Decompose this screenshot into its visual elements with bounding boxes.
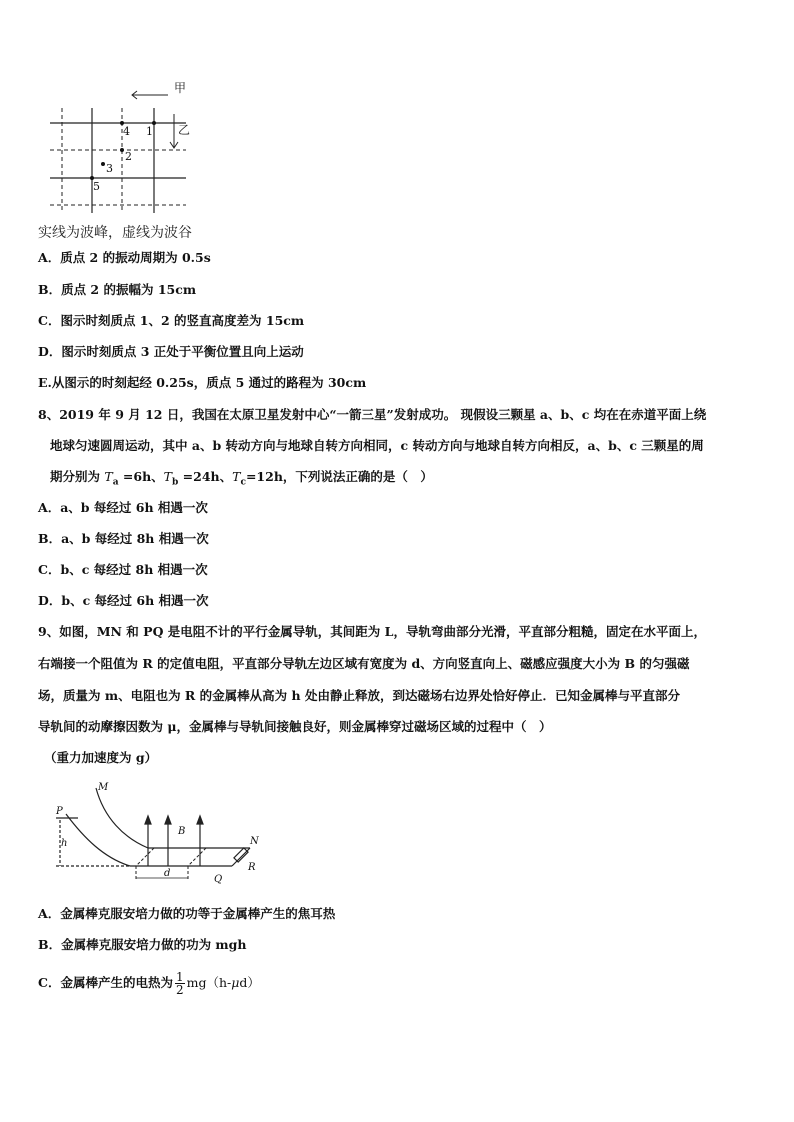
q9-option-a: A．金属棒克服安培力做的功等于金属棒产生的焦耳热: [38, 906, 336, 921]
label-d: d: [164, 868, 171, 879]
q8-stem-line3: 期分别为 $T_a =6h$、$T_b =24h$、$T_c=12h$，下列说法正确的是（ ）: [50, 469, 433, 488]
label-b: B: [178, 826, 186, 837]
label-n: N: [250, 836, 259, 847]
label-p: P: [56, 806, 63, 817]
arrow-jia-label: 甲: [174, 81, 187, 95]
label-m: M: [98, 782, 109, 793]
q8-option-b: B．a、b 每经过 8h 相遇一次: [38, 531, 209, 546]
point-3-label: 3: [106, 162, 113, 175]
q8-stem-line1: 8、2019 年 9 月 12 日，我国在太原卫星发射中心“一箭三星”发射成功。 现假设三颗星 a、b、c 均在在赤道平面上绕: [38, 407, 707, 422]
q7-option-b: B．质点 2 的振幅为 15cm: [38, 282, 197, 297]
point-1-label: 1: [146, 125, 153, 138]
fraction-one-half: $\frac{1}{2}$: [175, 970, 184, 997]
q8-option-a: A．a、b 每经过 6h 相遇一次: [38, 500, 208, 515]
q9-stem-line1: 9、如图，MN 和 PQ 是电阻不计的平行金属导轨，其间距为 L，导轨弯曲部分光滑，平直部分粗糙，固定在水平面上，: [38, 624, 706, 639]
q7-option-d: D．图示时刻质点 3 正处于平衡位置且向上运动: [38, 344, 304, 359]
q7-option-e: E.从图示的时刻起经 0.25s，质点 5 通过的路程为 30cm: [38, 375, 367, 390]
figure1-caption: 实线为波峰，虚线为波谷: [38, 225, 192, 241]
q9-stem-line3: 场，质量为 m、电阻也为 R 的金属棒从高为 h 处由静止释放，到达磁场右边界处恰好停止．已知金属棒与平直部分: [38, 688, 680, 703]
point-4-label: 4: [123, 125, 130, 138]
q8-option-d: D．b、c 每经过 6h 相遇一次: [38, 593, 209, 608]
q8-option-c: C．b、c 每经过 8h 相遇一次: [38, 562, 208, 577]
point-2-label: 2: [125, 150, 132, 163]
q7-option-a: A．质点 2 的振动周期为 0.5s: [38, 250, 211, 265]
q9-stem-line2: 右端接一个阻值为 R 的定值电阻，平直部分导轨左边区域有宽度为 d、方向竖直向上、磁感应强度大小为 B 的匀强磁: [38, 656, 690, 671]
q9-stem-line4: 导轨间的动摩擦因数为 μ，金属棒与导轨间接触良好，则金属棒穿过磁场区域的过程中（ ）: [38, 719, 552, 734]
q9-option-b: B．金属棒克服安培力做的功为 mgh: [38, 937, 247, 952]
label-q: Q: [214, 874, 223, 885]
wave-grid-figure: [36, 78, 226, 228]
rail-mn-curve: [96, 788, 148, 848]
resistor-r: [234, 848, 248, 862]
q9-option-c: C．金属棒产生的电热为 $\frac{1}{2}$ mg（h-μd）: [38, 970, 260, 997]
point-5-label: 5: [93, 180, 100, 193]
label-r: R: [248, 862, 256, 873]
arrow-yi-label: 乙: [178, 123, 191, 137]
label-h: h: [61, 838, 68, 849]
q9-stem-line5: （重力加速度为 g）: [44, 750, 158, 765]
rail-diagram-figure: [44, 778, 264, 888]
q8-stem-line2: 地球匀速圆周运动，其中 a、b 转动方向与地球自转方向相同，c 转动方向与地球自转方向相反，a、b、c 三颗星的周: [50, 438, 704, 453]
rail-pq-curve: [66, 814, 130, 866]
q7-option-c: C．图示时刻质点 1、2 的竖直高度差为 15cm: [38, 313, 305, 328]
